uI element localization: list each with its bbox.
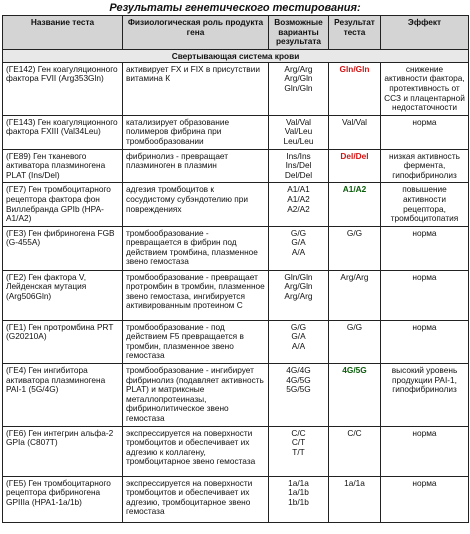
header-row <box>3 16 469 50</box>
variants-cell <box>269 149 329 183</box>
variants-cell <box>269 62 329 115</box>
test-name-cell: (ГЕ2) Ген фактора V, Лейденская мутация (Arg506Gln) <box>3 270 123 320</box>
variant-value: G/A <box>291 237 306 248</box>
test-name-cell: (ГЕ143) Ген коагуляционного фактора FXIII (Val34Leu) <box>3 115 123 149</box>
variant-value: G/G <box>290 321 307 332</box>
variants-cell <box>269 320 329 363</box>
gene-role-cell: тромбообразование - превращается в фибрин под действием тромбина, плазменное звено гемостаза <box>123 226 269 270</box>
result-cell: Val/Val <box>329 115 381 149</box>
variants-cell <box>269 476 329 522</box>
result-cell: Del/Del <box>329 149 381 183</box>
gene-role-cell: тромбообразование - ингибирует фибринолиз (подавляет активность PLAT) и матриксные металлопротеиназы, фибринолитическое звено гемостаза <box>123 364 269 427</box>
variant-value: G/A <box>291 331 306 342</box>
variant-value: A1/A2 <box>287 193 310 204</box>
effect-cell: снижение активности фактора, протективность от ССЗ и плацентарной недостаточности <box>381 62 469 115</box>
variant-value: Arg/Arg <box>284 63 313 74</box>
gene-role-cell: тромбообразование - превращает протромбин в тромбин, плазменное звено гемостаза, ингибируется активированным протеином С <box>123 270 269 320</box>
variant-value: Val/Leu <box>284 126 313 137</box>
gene-role-cell: экспрессируется на поверхности тромбоцитов и обеспечивает их адгезию к коллагену, тромбоцитарное звено гемостаза <box>123 426 269 476</box>
variant-value: C/C <box>291 427 306 438</box>
variant-value: Arg/Gln <box>284 281 313 292</box>
table-row <box>3 149 469 183</box>
variant-value: 1b/1b <box>288 496 309 507</box>
result-cell: 1a/1a <box>329 476 381 522</box>
variant-value: Leu/Leu <box>283 135 314 146</box>
effect-cell: норма <box>381 226 469 270</box>
variant-value: Del/Del <box>284 169 313 180</box>
test-name-cell: (ГЕ1) Ген протромбина PRT (G20210A) <box>3 320 123 363</box>
effect-cell: норма <box>381 115 469 149</box>
table-row <box>3 115 469 149</box>
variants-cell <box>269 426 329 476</box>
gene-role-cell: экспрессируется на поверхности тромбоцитов и обеспечивает их адгезию, тромбоцитарное звено гемостаза <box>123 476 269 522</box>
results-table <box>2 15 469 523</box>
variant-value: T/T <box>292 446 305 457</box>
section-title: Свертывающая система крови <box>3 49 469 62</box>
effect-cell: норма <box>381 426 469 476</box>
header-test-name: Название теста <box>3 16 123 50</box>
gene-role-cell: адгезия тромбоцитов к сосудистому субэндотелию при повреждениях <box>123 183 269 226</box>
variant-value: 4G/5G <box>286 374 311 385</box>
header-variants: Возможные варианты результата <box>269 16 329 50</box>
page <box>0 1 470 534</box>
table-row <box>3 226 469 270</box>
result-cell: G/G <box>329 226 381 270</box>
variant-value: Val/Val <box>285 116 312 127</box>
variant-value: C/T <box>291 437 306 448</box>
result-cell: G/G <box>329 320 381 363</box>
effect-cell: норма <box>381 270 469 320</box>
variant-value: 1a/1a <box>288 477 309 488</box>
test-name-cell: (ГЕ4) Ген ингибитора активатора плазминогена PAI-1 (5G/4G) <box>3 364 123 427</box>
table-row <box>3 270 469 320</box>
table-row <box>3 183 469 226</box>
variants-cell <box>269 115 329 149</box>
table-row <box>3 320 469 363</box>
variant-value: 5G/5G <box>286 384 311 395</box>
table-row <box>3 62 469 115</box>
header-effect: Эффект <box>381 16 469 50</box>
section-row <box>3 49 469 62</box>
test-name-cell: (ГЕ6) Ген интегрин альфа-2 GPIa (C807T) <box>3 426 123 476</box>
result-cell: 4G/5G <box>329 364 381 427</box>
effect-cell: повышение активности рецептора, тромбоцитопатия <box>381 183 469 226</box>
test-name-cell: (ГЕ3) Ген фибриногена FGB (G-455A) <box>3 226 123 270</box>
table-row <box>3 364 469 427</box>
effect-cell: низкая активность фермента, гипофибринолиз <box>381 149 469 183</box>
result-cell: Arg/Arg <box>329 270 381 320</box>
variants-cell <box>269 226 329 270</box>
page-title: Результаты генетического тестирования: <box>109 2 361 14</box>
effect-cell: высокий уровень продукции PAI-1, гипофибринолиз <box>381 364 469 427</box>
variants-cell <box>269 364 329 427</box>
variant-value: Arg/Gln <box>284 73 313 84</box>
header-result: Результат теста <box>329 16 381 50</box>
variant-value: Ins/Ins <box>286 150 311 161</box>
result-cell: C/C <box>329 426 381 476</box>
variants-cell <box>269 270 329 320</box>
gene-role-cell: катализирует образование полимеров фибрина при тромбообразовании <box>123 115 269 149</box>
gene-role-cell: тромбообразование - под действием F5 превращается в тромбин, плазменное звено гемостаза <box>123 320 269 363</box>
table-row <box>3 476 469 522</box>
result-cell: A1/A2 <box>329 183 381 226</box>
test-name-cell: (ГЕ142) Ген коагуляционного фактора FVII (Arg353Gln) <box>3 62 123 115</box>
variant-value: A/A <box>291 246 306 257</box>
variant-value: A1/A1 <box>287 184 310 195</box>
variant-value: Ins/Del <box>285 160 312 171</box>
variant-value: G/G <box>290 227 307 238</box>
variant-value: 1a/1b <box>288 487 309 498</box>
result-cell: Gln/Gln <box>329 62 381 115</box>
test-name-cell: (ГЕ7) Ген тромбоцитарного рецептора фактора фон Виллебранда GPIb (HPA-A1/A2) <box>3 183 123 226</box>
test-name-cell: (ГЕ5) Ген тромбоцитарного рецептора фибриногена GPIIIa (HPA1-1a/1b) <box>3 476 123 522</box>
header-role: Физиологическая роль продукта гена <box>123 16 269 50</box>
gene-role-cell: фибринолиз - превращает плазминоген в плазмин <box>123 149 269 183</box>
variant-value: 4G/4G <box>286 365 311 376</box>
variant-value: A2/A2 <box>287 203 310 214</box>
variant-value: Gln/Gln <box>284 82 313 93</box>
variants-cell <box>269 183 329 226</box>
table-row <box>3 426 469 476</box>
effect-cell: норма <box>381 320 469 363</box>
variant-value: A/A <box>291 340 306 351</box>
gene-role-cell: активирует FX и FIX в присутствии витамина К <box>123 62 269 115</box>
test-name-cell: (ГЕ89) Ген тканевого активатора плазминогена PLAT (Ins/Del) <box>3 149 123 183</box>
effect-cell: норма <box>381 476 469 522</box>
variant-value: Arg/Arg <box>284 290 313 301</box>
variant-value: Gln/Gln <box>284 271 313 282</box>
